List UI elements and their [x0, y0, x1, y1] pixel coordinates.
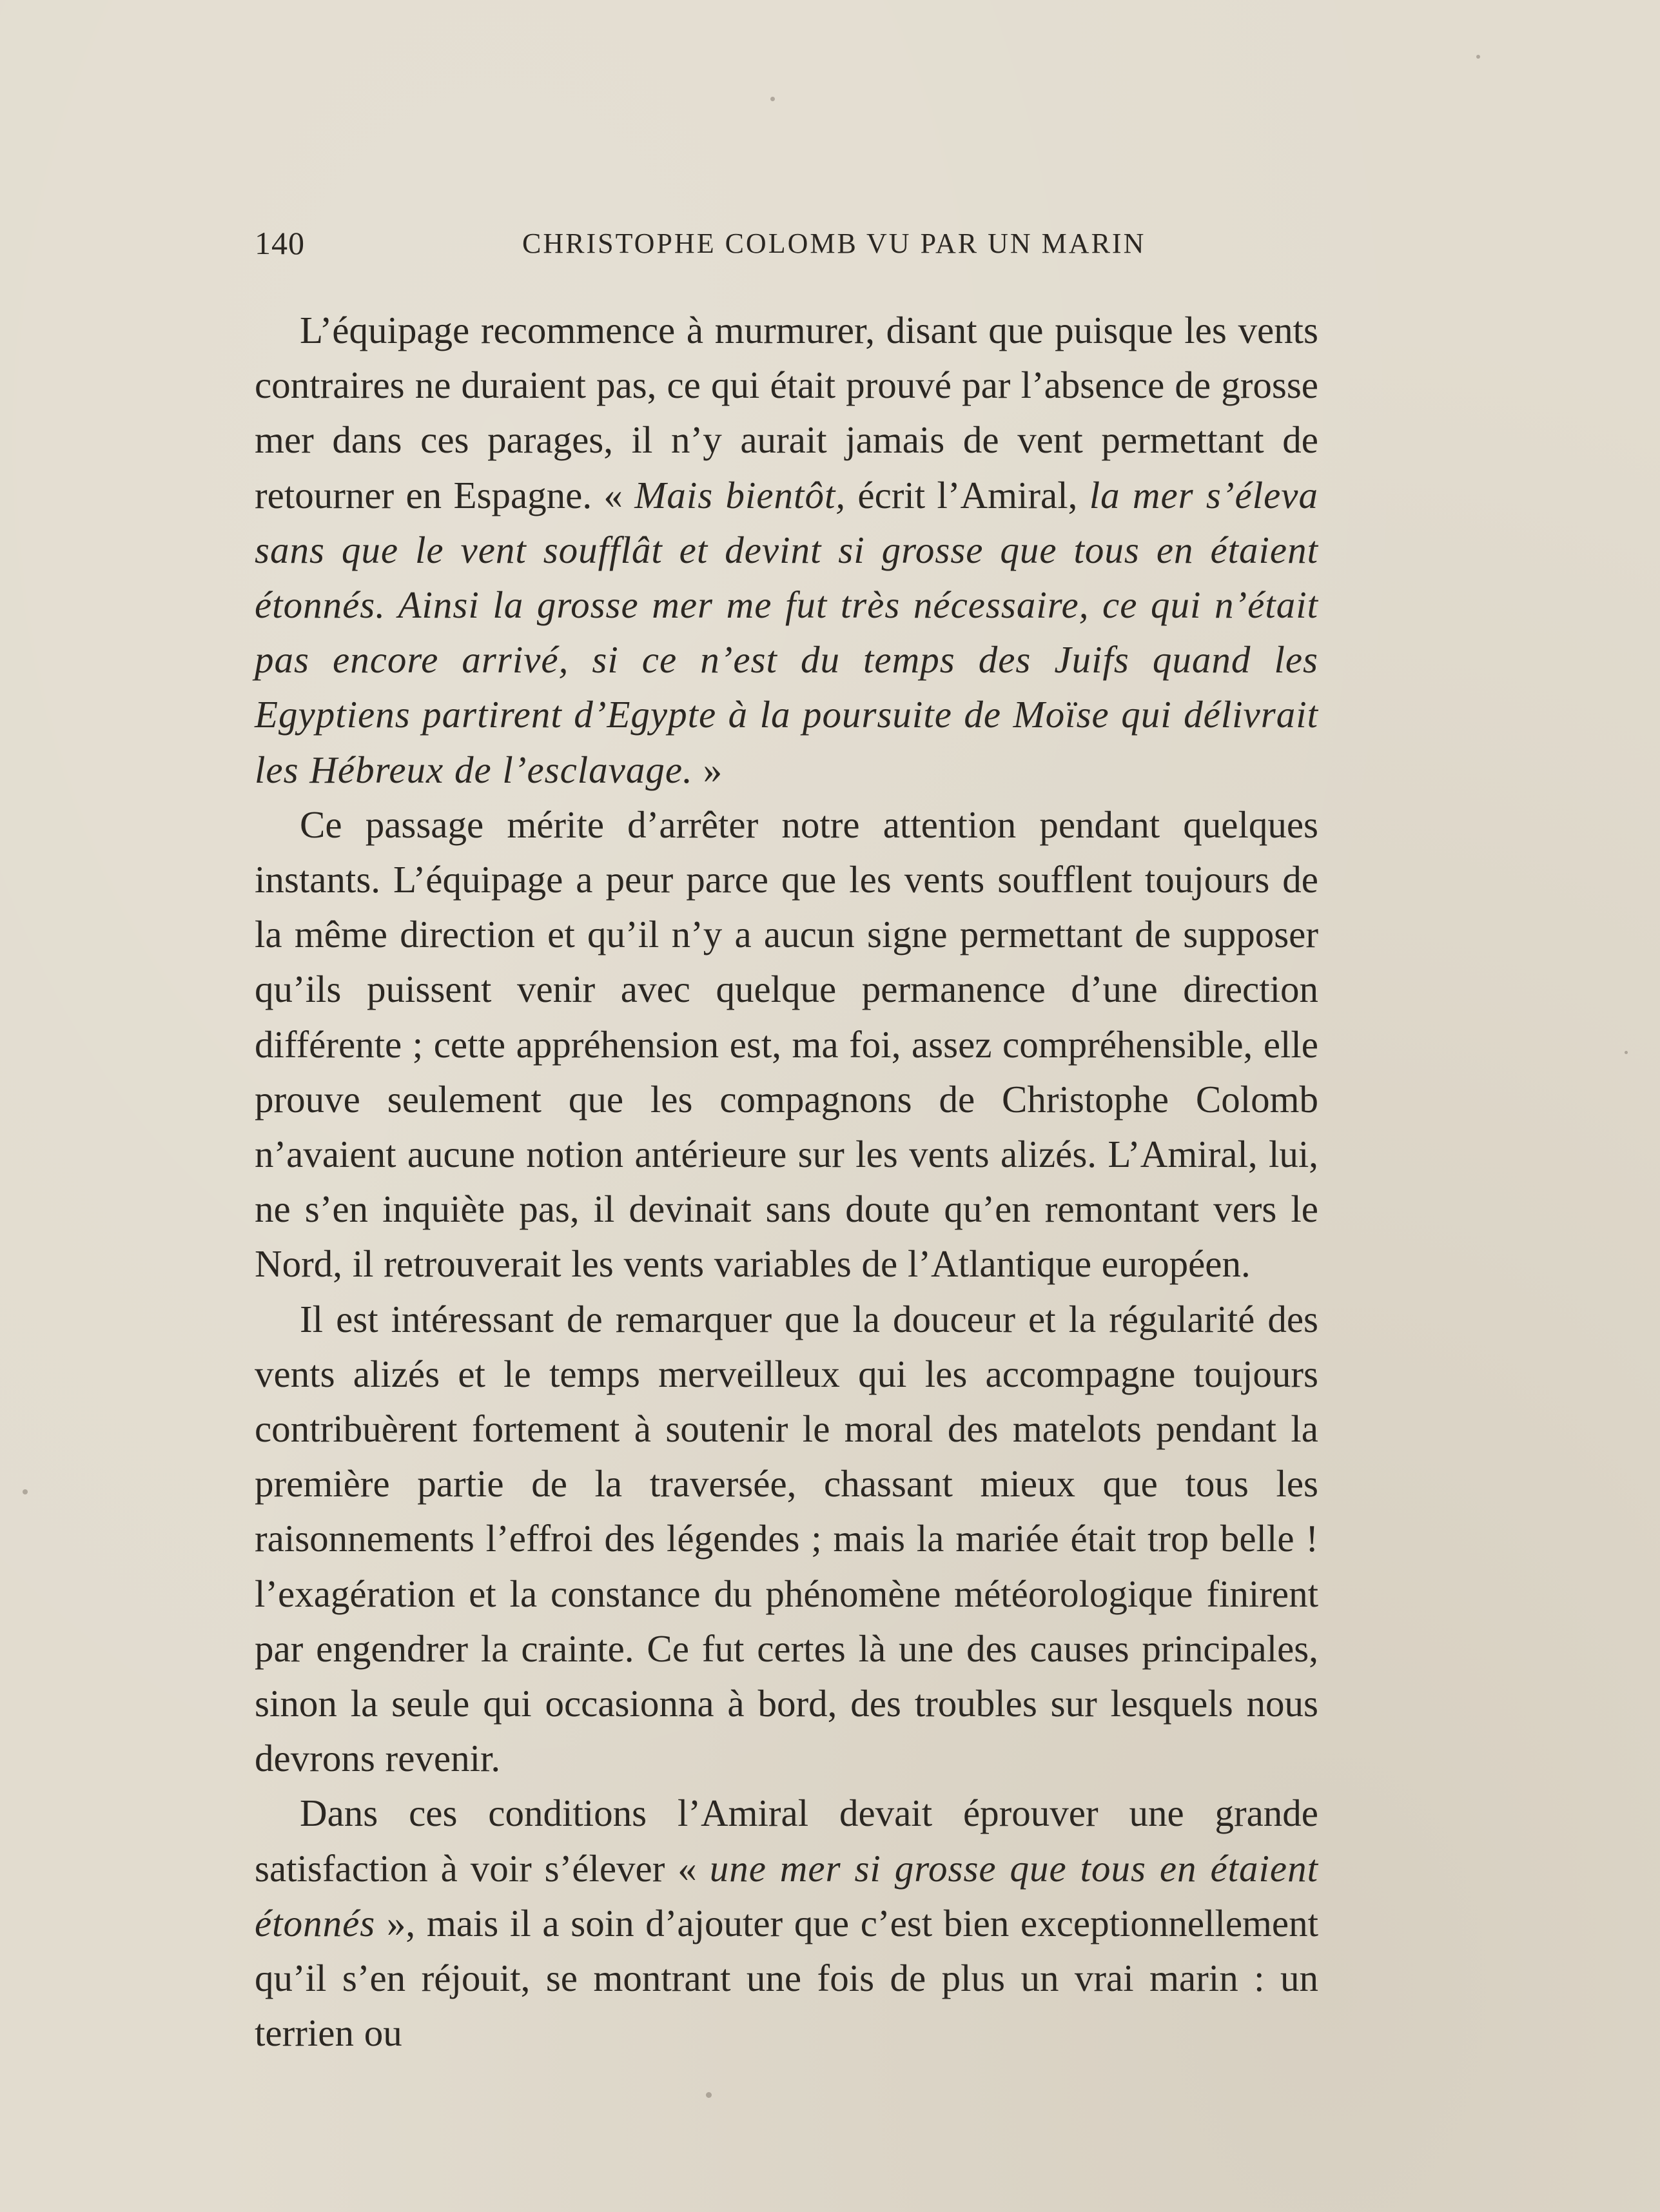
paragraph-3: Il est intéressant de remarquer que la douceur et la régularité des vents alizés et le temps merveilleux qui les accompagne toujours contribuèrent fortement à soutenir le moral des matelots pendant la première partie de la traversée, chassant mieux que tous les raisonnements l’effroi des légendes ; mais la mariée était trop belle ! l’exagération et la constance du phénomène météorologique finirent par engendrer la crainte. Ce fut certes là une des causes principales, sinon la seule qui occasionna à bord, des troubles sur lesquels nous devrons revenir. — [255, 1297, 1318, 1780]
page-header — [255, 224, 1302, 263]
running-title: CHRISTOPHE COLOMB VU PAR UN MARIN — [522, 228, 1146, 259]
page-number: 140 — [255, 225, 305, 261]
paper-speck — [1476, 55, 1480, 59]
paragraph-1 — [255, 303, 1318, 798]
paragraph-1-aside: écrit l’Amiral, — [846, 473, 1089, 516]
paragraph-1-text: L’équipage recommence à murmurer, disant que puisque les vents contraires ne duraient pas, ce qui était prouvé par l’absence de grosse mer dans ces parages, il n’y aurait jamais de vent permettant de retourner en Espagne. « — [255, 309, 1318, 516]
paragraph-1-close: » — [692, 748, 723, 791]
paragraph-4-close: », mais il a soin d’ajouter que c’est bien exceptionnellement qu’il s’en réjouit, se montrant une fois de plus un vrai marin : un terrien ou — [255, 1901, 1318, 2055]
paragraph-4-text: Dans ces conditions l’Amiral devait éprouver une grande satisfaction à voir s’élever « — [255, 1792, 1318, 1890]
quote-mais-bientot: Mais bientôt, — [634, 473, 846, 516]
paragraph-2: Ce passage mérite d’arrêter notre attention pendant quelques instants. L’équipage a peur parce que les vents soufflent toujours de la même direction et qu’il n’y a aucun signe permettant de supposer qu’ils puissent venir avec quelque permanence d’une direction différente ; cette appréhension est, ma foi, assez compréhensible, elle prouve seulement que les compagnons de Christophe Colomb n’avaient aucune notion antérieure sur les vents alizés. L’Amiral, lui, ne s’en inquiète pas, il devinait sans doute qu’en remontant vers le Nord, il retrouverait les vents variables de l’Atlantique européen. — [255, 803, 1318, 1286]
paper-speck — [706, 2092, 712, 2098]
quote-une-mer-si-grosse: une mer si grosse que tous en étaient étonnés — [255, 1846, 1319, 1944]
paper-speck — [23, 1489, 28, 1494]
paragraph-4 — [255, 1786, 1318, 2060]
paper-speck — [1625, 1051, 1628, 1054]
paper-speck — [770, 97, 775, 101]
quote-la-mer-seleva: la mer s’éleva sans que le vent soufflât et devint si grosse que tous en étaient étonnés. Ainsi la grosse mer me fut très nécessaire, ce qui n’était pas encore arrivé, si ce n’est du temps des Juifs quand les Egyptiens partirent d’Egypte à la poursuite de Moïse qui délivrait les Hébreux de l’esclavage. — [255, 473, 1318, 791]
body-text — [255, 303, 1318, 2061]
